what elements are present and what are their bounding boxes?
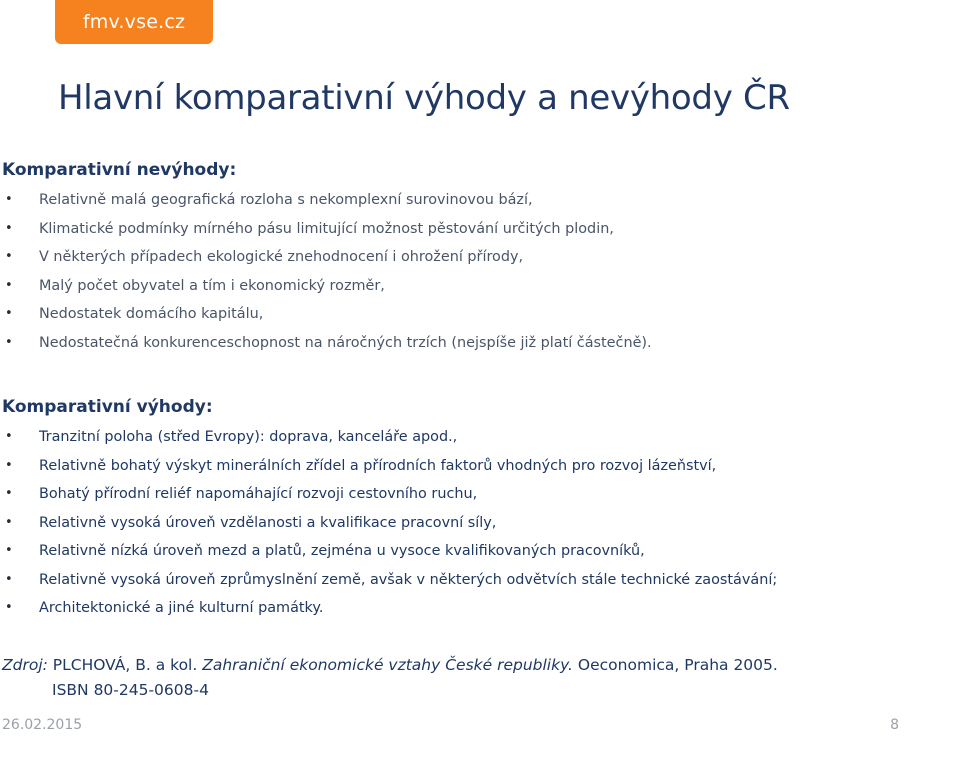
list-item: • Tranzitní poloha (střed Evropy): doprava, kanceláře apod., bbox=[0, 423, 955, 452]
disadvantages-list bbox=[0, 186, 955, 357]
brand-tab bbox=[55, 0, 213, 44]
list-item: • Relativně vysoká úroveň zprůmyslnění země, avšak v některých odvětvích stále technické zaostávání; bbox=[0, 566, 955, 595]
source-publisher: Oeconomica, Praha 2005. bbox=[573, 656, 778, 674]
footer-date: 26.02.2015 bbox=[2, 717, 83, 733]
list-item: • Relativně vysoká úroveň vzdělanosti a kvalifikace pracovní síly, bbox=[0, 509, 955, 538]
source-citation bbox=[2, 653, 778, 703]
disadvantages-heading: Komparativní nevýhody: bbox=[2, 160, 237, 180]
source-author: PLCHOVÁ, B. a kol. bbox=[47, 656, 203, 674]
list-item: • Klimatické podmínky mírného pásu limitující možnost pěstování určitých plodin, bbox=[0, 215, 955, 244]
source-book-title: Zahraniční ekonomické vztahy České republiky. bbox=[202, 656, 573, 674]
page-number: 8 bbox=[890, 717, 899, 733]
list-item: • Nedostatek domácího kapitálu, bbox=[0, 300, 955, 329]
list-item: • Malý počet obyvatel a tím i ekonomický rozměr, bbox=[0, 272, 955, 301]
list-item: • Relativně nízká úroveň mezd a platů, zejména u vysoce kvalifikovaných pracovníků, bbox=[0, 537, 955, 566]
source-label: Zdroj: bbox=[2, 656, 48, 674]
list-item: • V některých případech ekologické znehodnocení i ohrožení přírody, bbox=[0, 243, 955, 272]
list-item: • Bohatý přírodní reliéf napomáhající rozvoji cestovního ruchu, bbox=[0, 480, 955, 509]
list-item: • Nedostatečná konkurenceschopnost na náročných trzích (nejspíše již platí částečně). bbox=[0, 329, 955, 358]
slide-title: Hlavní komparativní výhody a nevýhody ČR bbox=[58, 78, 790, 118]
list-item: • Architektonické a jiné kulturní památky. bbox=[0, 594, 955, 623]
list-item: • Relativně bohatý výskyt minerálních zřídel a přírodních faktorů vhodných pro rozvoj lázeňství, bbox=[0, 452, 955, 481]
list-item: • Relativně malá geografická rozloha s nekomplexní surovinovou bází, bbox=[0, 186, 955, 215]
source-isbn: ISBN 80-245-0608-4 bbox=[52, 681, 209, 699]
brand-label: fmv.vse.cz bbox=[82, 11, 186, 33]
advantages-list bbox=[0, 423, 955, 623]
advantages-heading: Komparativní výhody: bbox=[2, 397, 213, 417]
